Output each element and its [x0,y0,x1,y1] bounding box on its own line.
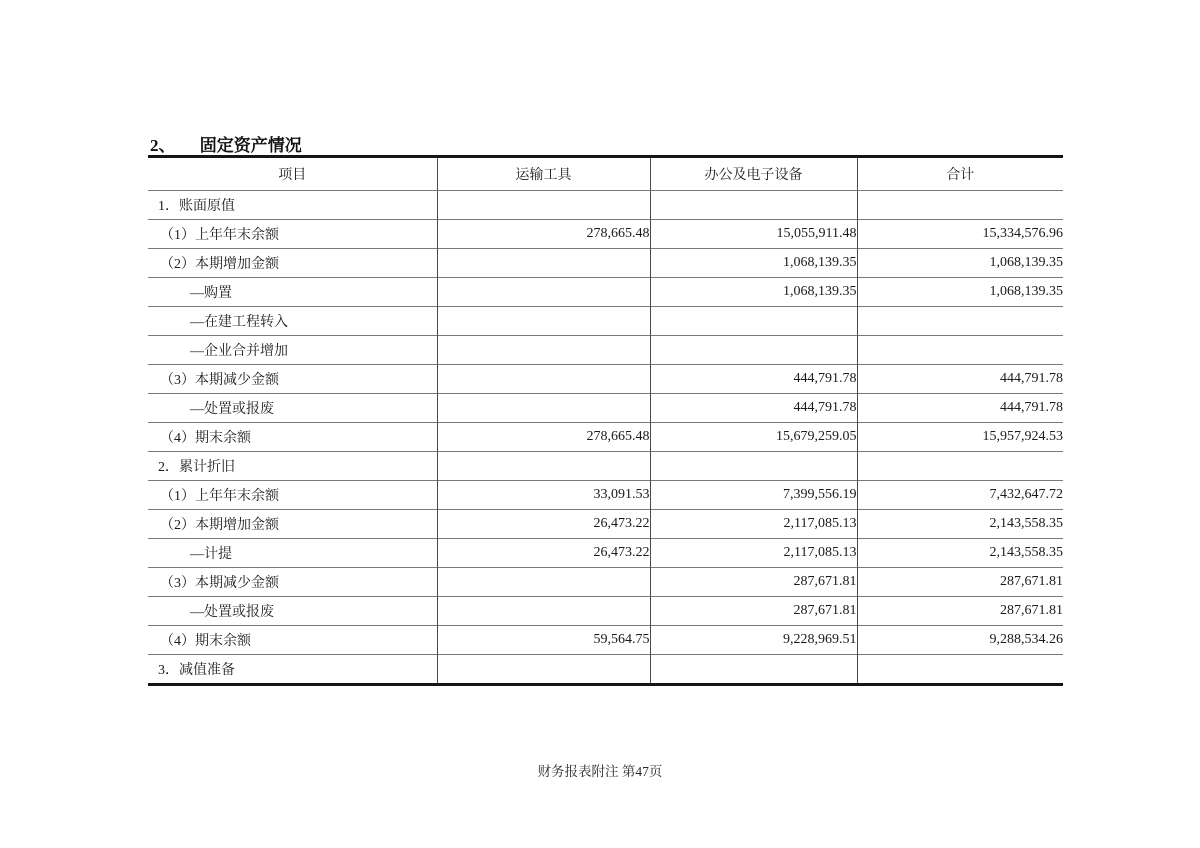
table-row [148,597,1063,626]
value-cell: 15,055,911.48 [650,220,857,249]
value-cell: 278,665.48 [437,220,650,249]
table-row [148,568,1063,597]
value-cell: 1,068,139.35 [650,249,857,278]
value-cell [650,655,857,685]
row-label-cell: （3）本期减少金额 [148,568,437,597]
value-cell: 9,288,534.26 [857,626,1063,655]
row-label-cell: —处置或报废 [148,394,437,423]
value-cell [437,597,650,626]
table-row [148,365,1063,394]
value-cell: 15,957,924.53 [857,423,1063,452]
table-row [148,191,1063,220]
value-cell: 287,671.81 [857,568,1063,597]
row-label-cell: （2）本期增加金额 [148,510,437,539]
row-label-cell: —购置 [148,278,437,307]
table-row [148,394,1063,423]
value-cell [857,655,1063,685]
value-cell: 287,671.81 [650,568,857,597]
value-cell: 1,068,139.35 [857,249,1063,278]
value-cell [437,452,650,481]
row-label-cell: （1）上年年末余额 [148,481,437,510]
table-row [148,626,1063,655]
value-cell: 278,665.48 [437,423,650,452]
section-title [150,131,302,156]
value-cell [437,655,650,685]
value-cell: 7,399,556.19 [650,481,857,510]
table-row [148,278,1063,307]
value-cell: 59,564.75 [437,626,650,655]
value-cell [437,568,650,597]
value-cell [650,452,857,481]
table-row [148,539,1063,568]
value-cell [857,452,1063,481]
value-cell: 33,091.53 [437,481,650,510]
row-label-cell: 1．账面原值 [158,199,235,214]
table-header-row [148,157,1063,191]
table-row [148,481,1063,510]
row-label-cell: —计提 [148,539,437,568]
value-cell: 2,117,085.13 [650,539,857,568]
table-header [148,157,1063,191]
value-cell: 9,228,969.51 [650,626,857,655]
fixed-assets-table [148,155,1063,686]
value-cell: 287,671.81 [650,597,857,626]
value-cell [857,336,1063,365]
table-row [148,336,1063,365]
table-row [148,510,1063,539]
value-cell [650,336,857,365]
value-cell: 287,671.81 [857,597,1063,626]
row-label-cell: 2．累计折旧 [148,452,437,481]
row-label-cell: —企业合并增加 [148,336,437,365]
value-cell [650,191,857,220]
value-cell: 444,791.78 [857,394,1063,423]
value-cell: 2,117,085.13 [650,510,857,539]
table-row [148,220,1063,249]
value-cell [437,394,650,423]
row-label-cell: —处置或报废 [148,597,437,626]
row-label-cell: （4）期末余额 [148,626,437,655]
column-header: 项目 [148,157,437,191]
value-cell: 2,143,558.35 [857,510,1063,539]
row-label-cell: 3．减值准备 [148,655,437,685]
section-number: 2、 [150,136,176,155]
row-label-cell: （2）本期增加金额 [148,249,437,278]
value-cell: 7,432,647.72 [857,481,1063,510]
column-header: 办公及电子设备 [650,157,857,191]
column-header: 运输工具 [437,157,650,191]
value-cell [650,307,857,336]
value-cell: 1,068,139.35 [650,278,857,307]
table-row [148,249,1063,278]
value-cell: 2,143,558.35 [857,539,1063,568]
table-body [148,191,1063,685]
value-cell [857,191,1063,220]
section-title-text: 固定资产情况 [199,136,302,155]
value-cell: 444,791.78 [857,365,1063,394]
table-row [148,423,1063,452]
value-cell: 26,473.22 [437,510,650,539]
value-cell [857,307,1063,336]
value-cell: 15,334,576.96 [857,220,1063,249]
value-cell: 26,473.22 [437,539,650,568]
table-row [148,655,1063,685]
value-cell [437,278,650,307]
column-header: 合计 [857,157,1063,191]
value-cell: 444,791.78 [650,394,857,423]
value-cell [437,307,650,336]
value-cell: 15,679,259.05 [650,423,857,452]
value-cell: 1,068,139.35 [857,278,1063,307]
row-label-cell: （3）本期减少金额 [148,365,437,394]
row-label-cell: （1）上年年末余额 [148,220,437,249]
value-cell: 444,791.78 [650,365,857,394]
value-cell [437,249,650,278]
value-cell [437,365,650,394]
value-cell [437,336,650,365]
table-row [148,452,1063,481]
table-row [148,307,1063,336]
page-footer: 财务报表附注 第47页 [537,764,663,779]
row-label-cell: （4）期末余额 [148,423,437,452]
row-label-cell: —在建工程转入 [148,307,437,336]
value-cell [437,191,650,220]
